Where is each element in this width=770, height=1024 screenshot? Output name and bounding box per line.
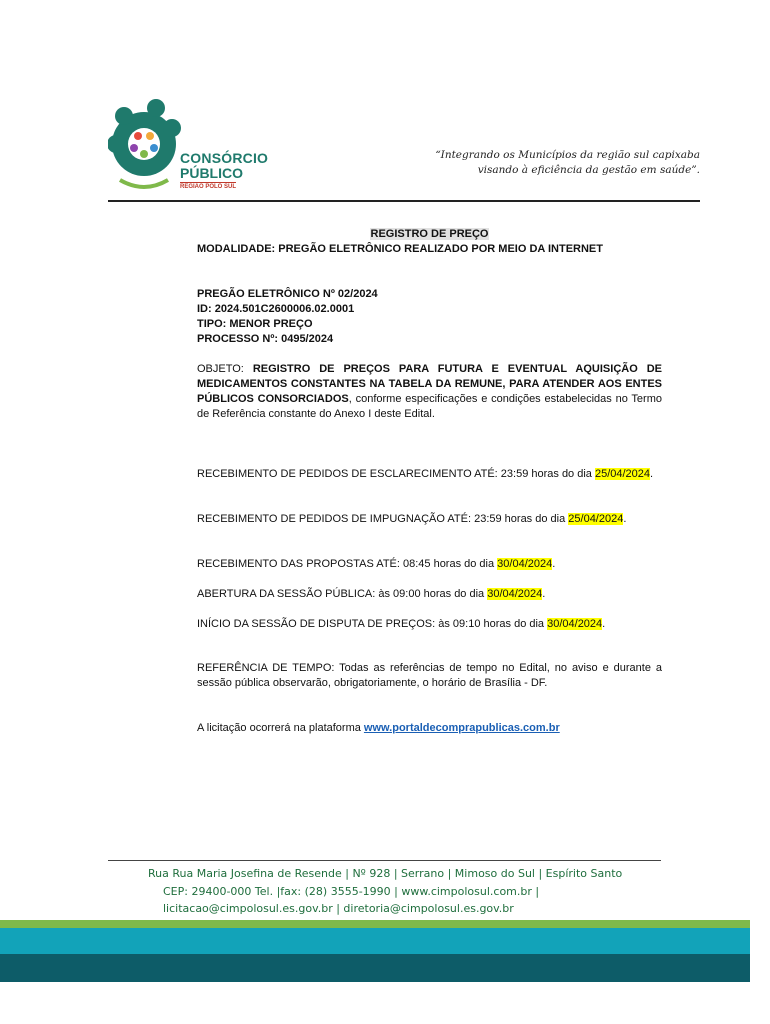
motto-line-1: “Integrando os Municípios da região sul capixaba bbox=[435, 149, 700, 161]
motto bbox=[380, 148, 700, 178]
footer-contact: CEP: 29400-000 Tel. |fax: (28) 3555-1990 | www.cimpolosul.com.br | bbox=[163, 885, 540, 898]
abertura-period: . bbox=[542, 588, 546, 600]
objeto-conditions: , conforme especificações e condições estabelecidas no Termo de Referência constante do Anexo I deste Edital. bbox=[197, 393, 662, 420]
objeto-description: REGISTRO DE PREÇOS PARA FUTURA E EVENTUAL AQUISIÇÃO DE MEDICAMENTOS CONSTANTES NA TABELA DA REMUNE, PARA ATENDER AOS ENTES PÚBLICOS CONSORCIADOS bbox=[197, 363, 663, 405]
logo-text-publico: PÚBLICO bbox=[180, 165, 243, 181]
impugnacao-paragraph bbox=[197, 512, 662, 527]
pregao-processo: PROCESSO Nº: 0495/2024 bbox=[197, 333, 334, 345]
propostas-date: 30/04/2024 bbox=[497, 558, 553, 570]
pregao-tipo: TIPO: MENOR PREÇO bbox=[197, 318, 313, 330]
motto-line-2: visando à eficiência da gestão em saúde”. bbox=[477, 164, 700, 176]
footer-band-cyan bbox=[0, 928, 750, 954]
inicio-paragraph bbox=[197, 617, 662, 632]
inicio-period: . bbox=[602, 618, 606, 630]
consorcio-logo bbox=[108, 98, 278, 196]
impugnacao-date: 25/04/2024 bbox=[568, 513, 624, 525]
plataforma-link[interactable]: www.portaldecomprapublicas.com.br bbox=[363, 722, 560, 734]
footer-emails: licitacao@cimpolosul.es.gov.br | diretoria@cimpolosul.es.gov.br bbox=[163, 902, 514, 915]
logo-text-regiao: REGIÃO POLO SUL bbox=[180, 184, 237, 190]
consorcio-logo-icon bbox=[108, 98, 190, 194]
modality: MODALIDADE: PREGÃO ELETRÔNICO REALIZADO POR MEIO DA INTERNET bbox=[197, 243, 603, 255]
abertura-paragraph bbox=[197, 587, 662, 602]
plataforma-text: A licitação ocorrerá na plataforma bbox=[197, 722, 364, 734]
propostas-period: . bbox=[552, 558, 556, 570]
footer-band-dark bbox=[0, 954, 750, 982]
objeto-label: OBJETO: bbox=[197, 363, 253, 375]
plataforma-paragraph bbox=[197, 721, 662, 736]
doc-title: REGISTRO DE PREÇO bbox=[370, 228, 489, 240]
inicio-text: INÍCIO DA SESSÃO DE DISPUTA DE PREÇOS: às 09:10 horas do dia bbox=[197, 618, 548, 630]
logo-text-consorcio: CONSÓRCIO bbox=[180, 150, 269, 166]
propostas-paragraph bbox=[197, 557, 662, 572]
propostas-text: RECEBIMENTO DAS PROPOSTAS ATÉ: 08:45 horas do dia bbox=[197, 558, 498, 570]
abertura-date: 30/04/2024 bbox=[487, 588, 543, 600]
header-divider bbox=[108, 200, 700, 202]
impugnacao-text: RECEBIMENTO DE PEDIDOS DE IMPUGNAÇÃO ATÉ: 23:59 horas do dia bbox=[197, 513, 569, 525]
impugnacao-period: . bbox=[623, 513, 627, 525]
esclarecimento-date: 25/04/2024 bbox=[594, 468, 651, 480]
footer-address: Rua Rua Maria Josefina de Resende | Nº 928 | Serrano | Mimoso do Sul | Espírito Santo bbox=[148, 867, 623, 880]
esclarecimento-text: RECEBIMENTO DE PEDIDOS DE ESCLARECIMENTO ATÉ: 23:59 horas do dia bbox=[197, 468, 595, 480]
doc-title-block bbox=[197, 227, 662, 242]
objeto-paragraph bbox=[197, 362, 662, 422]
esclarecimento-paragraph bbox=[197, 467, 662, 482]
pregao-number: PREGÃO ELETRÔNICO Nº 02/2024 bbox=[197, 288, 378, 300]
footer-divider bbox=[108, 860, 661, 861]
esclarecimento-period: . bbox=[650, 468, 654, 480]
pregao-id: ID: 2024.501C2600006.02.0001 bbox=[197, 303, 355, 315]
abertura-text: ABERTURA DA SESSÃO PÚBLICA: às 09:00 horas do dia bbox=[197, 588, 488, 600]
inicio-date: 30/04/2024 bbox=[547, 618, 603, 630]
footer-band-green bbox=[0, 920, 750, 928]
referencia-paragraph: REFERÊNCIA DE TEMPO: Todas as referências de tempo no Edital, no aviso e durante a sessão pública observarão, obrigatoriamente, o horário de Brasília - DF. bbox=[197, 662, 662, 689]
